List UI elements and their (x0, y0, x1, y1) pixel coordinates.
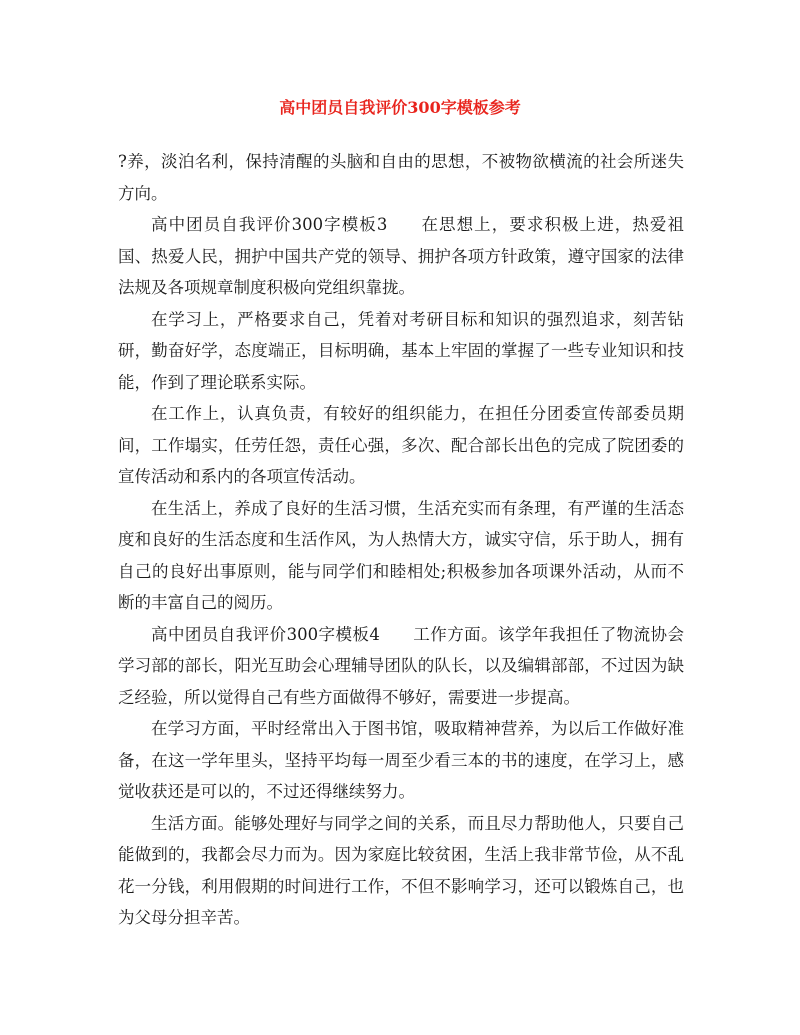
paragraph-3 (118, 304, 684, 399)
paragraph-8 (118, 808, 684, 934)
paragraph-text: 生活方面。能够处理好与同学之间的关系，而且尽力帮助他人，只要自己能做到的，我都会尽力而为。因为家庭比较贫困，生活上我非常节俭，从不乱花一分钱，利用假期的时间进行工作，不但不影响学习，还可以锻炼自己，也为父母分担辛苦。 (118, 813, 684, 927)
section-heading-template-3: 高中团员自我评价300字模板3 (151, 215, 388, 234)
paragraph-1 (118, 146, 684, 209)
document-body (118, 146, 684, 934)
paragraph-4 (118, 398, 684, 493)
paragraph-text: 在学习上，严格要求自己，凭着对考研目标和知识的强烈追求，刻苦钻研，勤奋好学，态度端正，目标明确，基本上牢固的掌握了一些专业知识和技能，作到了理论联系实际。 (118, 309, 684, 392)
paragraph-text: 在工作上，认真负责，有较好的组织能力，在担任分团委宣传部委员期间，工作塌实，任劳任怨，责任心强，多次、配合部长出色的完成了院团委的宣传活动和系内的各项宣传活动。 (118, 404, 684, 486)
paragraph-text: ?养，淡泊名利，保持清醒的头脑和自由的思想，不被物欲横流的社会所迷失方向。 (118, 152, 684, 203)
paragraph-text: 在思想上，要求积极上进，热爱祖国、热爱人民，拥护中国共产党的领导、拥护各项方针政策，遵守国家的法律法规及各项规章制度积极向党组织靠拢。 (118, 215, 685, 297)
paragraph-text: 在学习方面，平时经常出入于图书馆，吸取精神营养，为以后工作做好准备，在这一学年里头，坚持平均每一周至少看三本的书的速度，在学习上，感觉收获还是可以的，不过还得继续努力。 (118, 719, 684, 801)
paragraph-text: 工作方面。该学年我担任了物流协会学习部的部长，阳光互助会心理辅导团队的队长，以及编辑部部，不过因为缺乏经验，所以觉得自己有些方面做得不够好，需要进一步提高。 (118, 624, 685, 707)
paragraph-2 (118, 209, 684, 304)
document-title: 高中团员自我评价300字模板参考 (279, 98, 521, 117)
section-heading-template-4: 高中团员自我评价300字模板4 (151, 624, 380, 644)
paragraph-text: 在生活上，养成了良好的生活习惯，生活充实而有条理，有严谨的生活态度和良好的生活态度和生活作风，为人热情大方，诚实守信，乐于助人，拥有自己的良好出事原则，能与同学们和睦相处;积极参加各项课外活动，从而不断的丰富自己的阅历。 (118, 498, 684, 612)
paragraph-6 (118, 619, 684, 714)
paragraph-7 (118, 713, 684, 808)
paragraph-5 (118, 493, 684, 619)
